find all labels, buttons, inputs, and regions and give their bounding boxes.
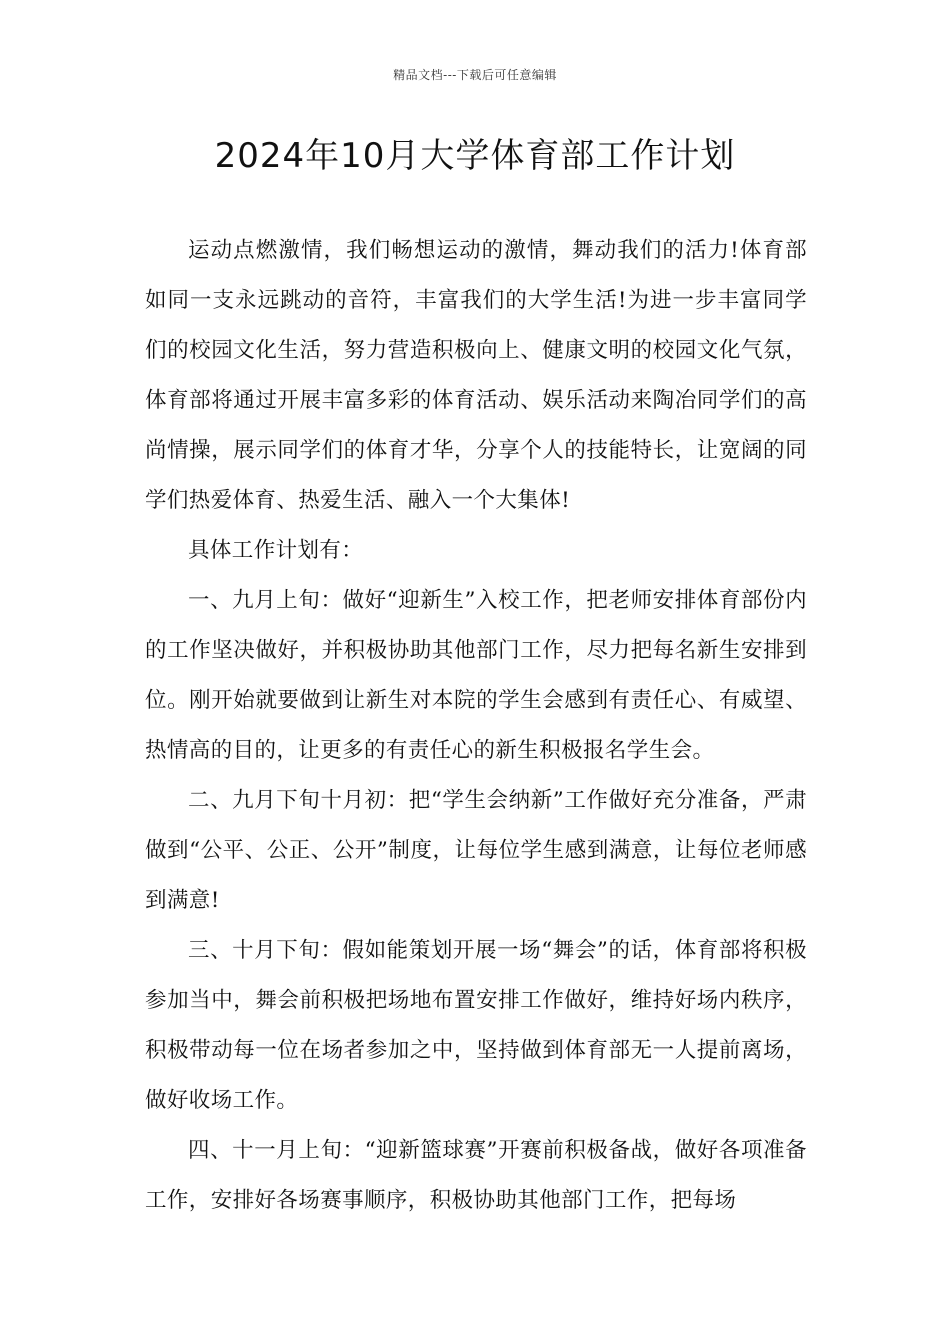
paragraph-item-3: 三、十月下旬：假如能策划开展一场“舞会”的话，体育部将积极参加当中，舞会前积极把场地布置安排工作做好，维持好场内秩序，积极带动每一位在场者参加之中，坚持做到体育部无一人提前离场，做好收场工作。 <box>145 938 807 1113</box>
paragraph-item-2: 二、九月下旬十月初：把“学生会纳新”工作做好充分准备，严肃做到“公平、公正、公开”制度，让每位学生感到满意，让每位老师感到满意! <box>145 788 807 913</box>
page-header-watermark: 精品文档---下载后可任意编辑 <box>393 68 557 82</box>
document-body <box>145 226 807 1226</box>
document-title: 2024年10月大学体育部工作计划 <box>214 136 736 176</box>
paragraph-item-1: 一、九月上旬：做好“迎新生”入校工作，把老师安排体育部份内的工作坚决做好，并积极协助其他部门工作，尽力把每名新生安排到位。刚开始就要做到让新生对本院的学生会感到有责任心、有威望、热情高的目的，让更多的有责任心的新生积极报名学生会。 <box>145 588 807 763</box>
paragraph-plan-heading: 具体工作计划有： <box>188 538 364 563</box>
paragraph-item-4: 四、十一月上旬：“迎新篮球赛”开赛前积极备战，做好各项准备工作，安排好各场赛事顺序，积极协助其他部门工作，把每场 <box>145 1138 807 1213</box>
paragraph-intro: 运动点燃激情，我们畅想运动的激情，舞动我们的活力!体育部如同一支永远跳动的音符，丰富我们的大学生活!为进一步丰富同学们的校园文化生活，努力营造积极向上、健康文明的校园文化气氛，体育部将通过开展丰富多彩的体育活动、娱乐活动来陶冶同学们的高尚情操，展示同学们的体育才华，分享个人的技能特长，让宽阔的同学们热爱体育、热爱生活、融入一个大集体! <box>145 238 807 513</box>
